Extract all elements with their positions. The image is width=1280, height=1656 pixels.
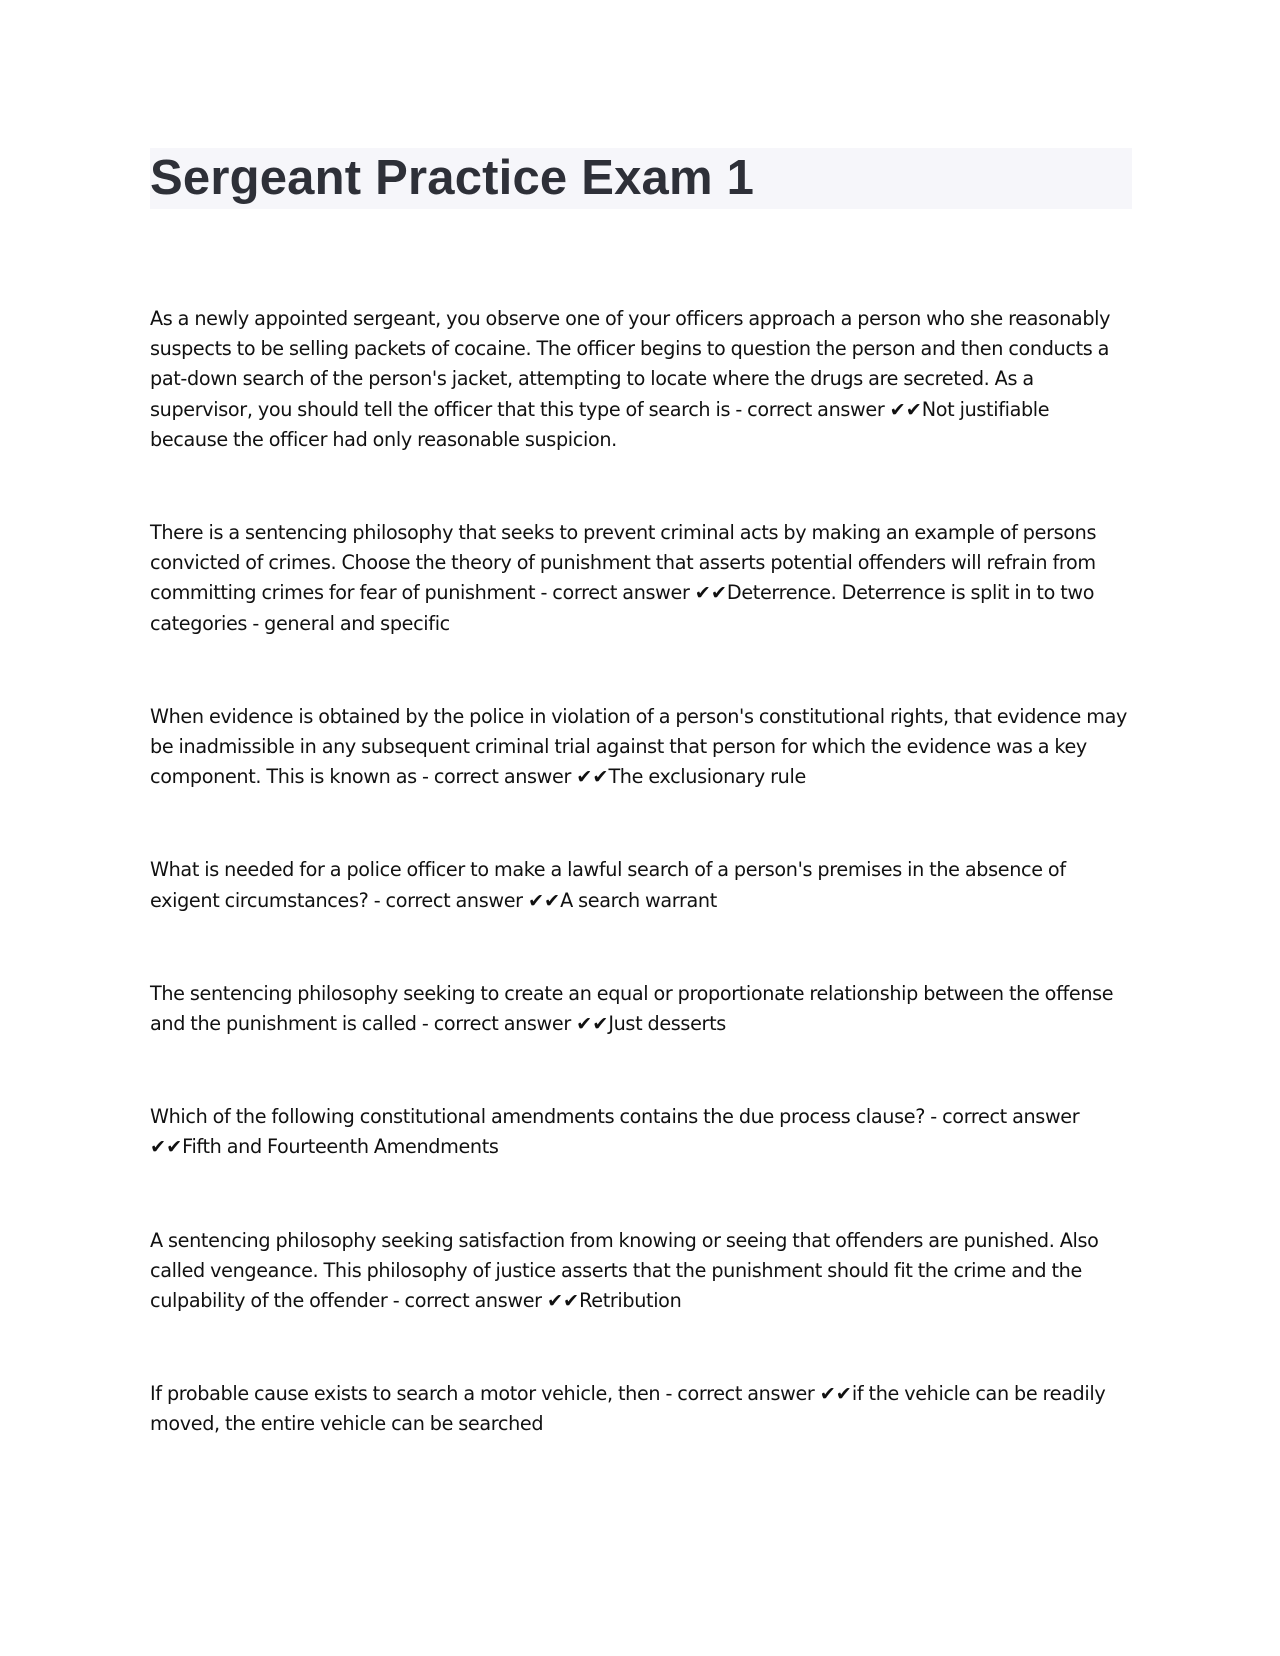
answer-text: The exclusionary rule <box>608 765 806 789</box>
document-page <box>150 148 1132 1503</box>
answer-text: if the vehicle can be readily moved, the entire vehicle can be searched <box>150 1382 1106 1436</box>
answer-separator: - correct answer <box>416 765 577 789</box>
qa-item <box>150 855 1132 915</box>
qa-item <box>150 1102 1132 1162</box>
qa-item <box>150 1226 1132 1317</box>
question-text: There is a sentencing philosophy that seeks to prevent criminal acts by making an example of persons convicted of crimes. Choose the theory of punishment that asserts potential offenders will refrain from committing crimes for fear of punishment <box>150 521 1097 605</box>
checkmark-icon: ✔✔ <box>150 1135 183 1159</box>
answer-separator: - correct answer <box>368 888 528 912</box>
qa-list <box>150 304 1132 1440</box>
answer-text: Just desserts <box>608 1012 726 1036</box>
title-bar <box>150 148 1132 209</box>
checkmark-icon: ✔✔ <box>576 765 609 789</box>
checkmark-icon: ✔✔ <box>527 888 561 912</box>
checkmark-icon: ✔✔ <box>694 581 727 605</box>
answer-separator: - correct answer <box>535 581 695 605</box>
checkmark-icon: ✔✔ <box>889 397 922 421</box>
qa-item <box>150 1379 1132 1439</box>
checkmark-icon: ✔✔ <box>546 1289 580 1313</box>
question-text: What is needed for a police officer to make a lawful search of a person's premises in the absence of exigent circumstances? <box>150 858 1066 912</box>
question-text: Which of the following constitutional amendments contains the due process clause? <box>150 1105 926 1129</box>
qa-item <box>150 304 1132 455</box>
answer-separator: - correct answer <box>387 1289 547 1313</box>
answer-text: A search warrant <box>560 888 717 912</box>
question-text: A sentencing philosophy seeking satisfaction from knowing or seeing that offenders are punished. Also called vengeance. This philosophy of justice asserts that the punishment should fit the crime and the culpability of the offender <box>150 1228 1099 1313</box>
answer-text: Not justifiable because the officer had only reasonable suspicion. <box>150 397 1050 451</box>
answer-text: Retribution <box>579 1289 682 1313</box>
qa-item <box>150 702 1132 793</box>
answer-separator: - correct answer <box>416 1012 577 1036</box>
question-text: The sentencing philosophy seeking to create an equal or proportionate relationship between the offense and the punishment is called <box>150 981 1114 1036</box>
answer-separator: - correct answer <box>925 1105 1080 1129</box>
answer-text: Fifth and Fourteenth Amendments <box>182 1135 499 1159</box>
qa-item <box>150 518 1132 639</box>
question-text: When evidence is obtained by the police in violation of a person's constitutional rights, that evidence may be inadmissible in any subsequent criminal trial against that person for which the evidence was a key component. This is known as <box>150 704 1128 789</box>
checkmark-icon: ✔✔ <box>576 1012 609 1036</box>
answer-text: Deterrence. Deterrence is split in to two categories - general and specific <box>150 581 1095 635</box>
qa-item <box>150 979 1132 1039</box>
answer-separator: - correct answer <box>660 1382 820 1406</box>
question-text: If probable cause exists to search a motor vehicle, then <box>150 1382 661 1406</box>
checkmark-icon: ✔✔ <box>819 1382 852 1406</box>
question-text: As a newly appointed sergeant, you observe one of your officers approach a person who she reasonably suspects to be selling packets of cocaine. The officer begins to question the person and then conducts a pat-down search of the person's jacket, attempting to locate where the drugs are secreted. As a supervisor, you should tell the officer that this type of search is <box>150 307 1111 421</box>
page-title: Sergeant Practice Exam 1 <box>150 151 755 205</box>
answer-separator: - correct answer <box>730 397 890 421</box>
